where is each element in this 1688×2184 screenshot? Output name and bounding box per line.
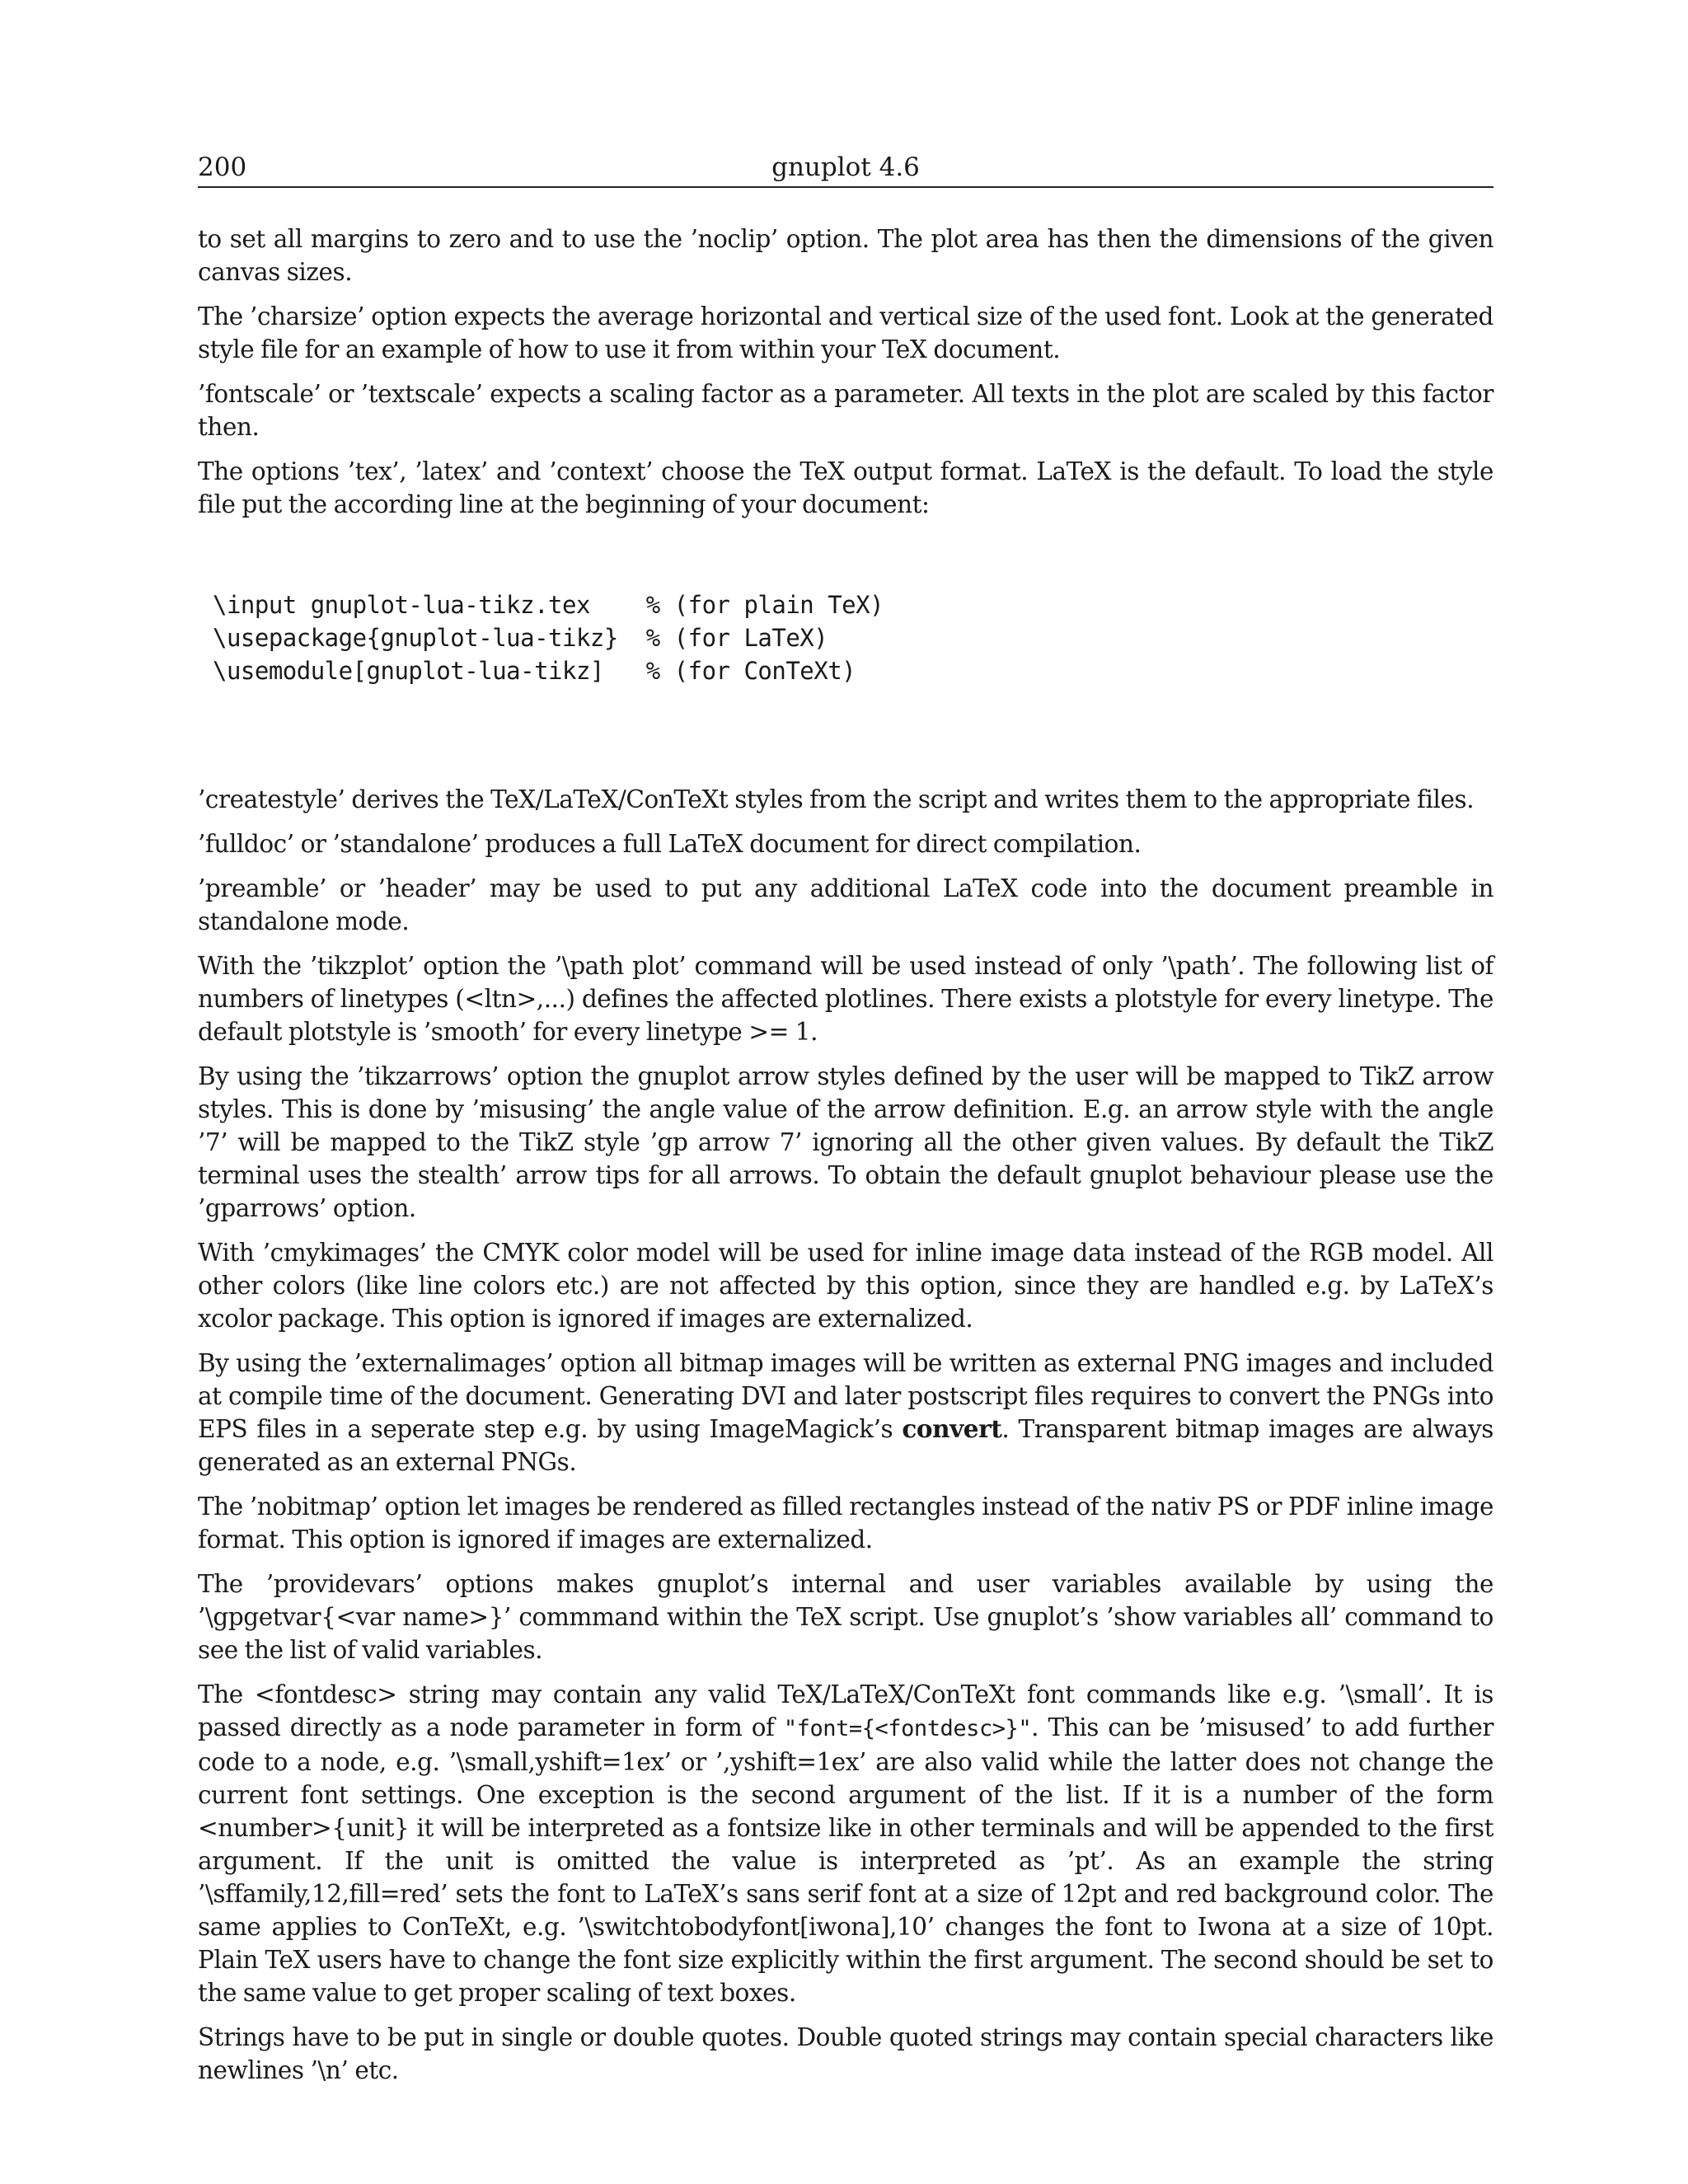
paragraph-fontscale: ’fontscale’ or ’textscale’ expects a scaling factor as a parameter. All texts in the plot are scaled by this factor then. xyxy=(198,380,1493,441)
fontdesc-text-start: The <fontdesc> string may contain any valid TeX/LaTeX/ConTeXt font commands like e.g. ’\small’. It is passed directly as a node parameter in form of xyxy=(198,1680,1493,1741)
convert-command: convert xyxy=(902,1414,1002,1443)
body-text xyxy=(198,223,1493,2087)
paragraph-createstyle: ’createstyle’ derives the TeX/LaTeX/ConTeXt styles from the script and writes them to the appropriate files. xyxy=(198,785,1475,813)
code-line-latex: \usepackage{gnuplot-lua-tikz} % (for LaTeX) xyxy=(213,624,828,652)
running-header xyxy=(198,148,1493,188)
code-block xyxy=(213,588,1493,687)
externalimages-text-start: By using the ’externalimages’ option all bitmap images will be written as external PNG images and included at compile time of the document. Generating DVI and later postscript files requires to convert the PNGs into EPS files in a seperate step e.g. by using ImageMagick’s xyxy=(198,1349,1493,1443)
paragraph-strings: Strings have to be put in single or double quotes. Double quoted strings may contain special characters like newlines ’\n’ etc. xyxy=(198,2023,1493,2084)
page-number: 200 xyxy=(198,152,247,182)
document-page xyxy=(198,148,1493,2087)
fontdesc-node-parameter: "font={<fontdesc>}" xyxy=(783,1716,1032,1741)
fontdesc-text-end: . This can be ’misused’ to add further code to a node, e.g. ’\small,yshift=1ex’ or ’,yshift=1ex’ are also valid while the latter does not change the current font settings. One exception is the second argument of the list. If it is a number of the form <number>{unit} it will be interpreted as a fontsize like in other terminals and will be appended to the first argument. If the unit is omitted the value is interpreted as ’pt’. As an example the string ’\sffamily,12,fill=red’ sets the font to LaTeX’s sans serif font at a size of 12pt and red background color. The same applies to ConTeXt, e.g. ’\switchtobodyfont[iwona],10’ changes the font to Iwona at a size of 10pt. Plain TeX users have to change the font size explicitly within the first argument. The second should be set to the same value to get proper scaling of text boxes. xyxy=(198,1713,1493,2007)
paragraph-nobitmap: The ’nobitmap’ option let images be rendered as filled rectangles instead of the nativ PS or PDF inline image format. This option is ignored if images are externalized. xyxy=(198,1493,1493,1554)
paragraph-externalimages xyxy=(198,1347,1493,1479)
paragraph-charsize: The ’charsize’ option expects the average horizontal and vertical size of the used font. Look at the generated style file for an example of how to use it from within your TeX document. xyxy=(198,302,1493,363)
paragraph-output-format: The options ’tex’, ’latex’ and ’context’ choose the TeX output format. LaTeX is the default. To load the style file put the according line at the beginning of your document: xyxy=(198,457,1493,518)
code-line-context: \usemodule[gnuplot-lua-tikz] % (for ConTeXt) xyxy=(213,657,856,685)
paragraph-fontdesc xyxy=(198,1678,1493,2009)
paragraph-tikzarrows: By using the ’tikzarrows’ option the gnuplot arrow styles defined by the user will be mapped to TikZ arrow styles. This is done by ’misusing’ the angle value of the arrow definition. E.g. an arrow style with the angle ’7’ will be mapped to the TikZ style ’gp arrow 7’ ignoring all the other given values. By default the TikZ terminal uses the stealth’ arrow tips for all arrows. To obtain the default gnuplot behaviour please use the ’gparrows’ option. xyxy=(198,1062,1493,1222)
paragraph-fulldoc: ’fulldoc’ or ’standalone’ produces a full LaTeX document for direct compilation. xyxy=(198,830,1142,858)
paragraph-margins: to set all margins to zero and to use the ’noclip’ option. The plot area has then the dimensions of the given canvas sizes. xyxy=(198,225,1493,286)
code-line-plain-tex: \input gnuplot-lua-tikz.tex % (for plain TeX) xyxy=(213,591,884,619)
paragraph-cmykimages: With ’cmykimages’ the CMYK color model will be used for inline image data instead of the RGB model. All other colors (like line colors etc.) are not affected by this option, since they are handled e.g. by LaTeX’s xcolor package. This option is ignored if images are externalized. xyxy=(198,1239,1493,1333)
header-title: gnuplot 4.6 xyxy=(771,152,920,182)
paragraph-providevars: The ’providevars’ options makes gnuplot’s internal and user variables available by using the ’\gpgetvar{<var name>}’ commmand within the TeX script. Use gnuplot’s ’show variables all’ command to see the list of valid variables. xyxy=(198,1570,1493,1664)
paragraph-tikzplot: With the ’tikzplot’ option the ’\path plot’ command will be used instead of only ’\path’. The following list of numbers of linetypes (<ltn>,...) defines the affected plotlines. There exists a plotstyle for every linetype. The default plotstyle is ’smooth’ for every linetype >= 1. xyxy=(198,952,1493,1046)
externalimages-text-end: . Transparent bitmap images are always generated as an external PNGs. xyxy=(198,1415,1493,1476)
paragraph-preamble: ’preamble’ or ’header’ may be used to put any additional LaTeX code into the document preamble in standalone mode. xyxy=(198,874,1493,935)
